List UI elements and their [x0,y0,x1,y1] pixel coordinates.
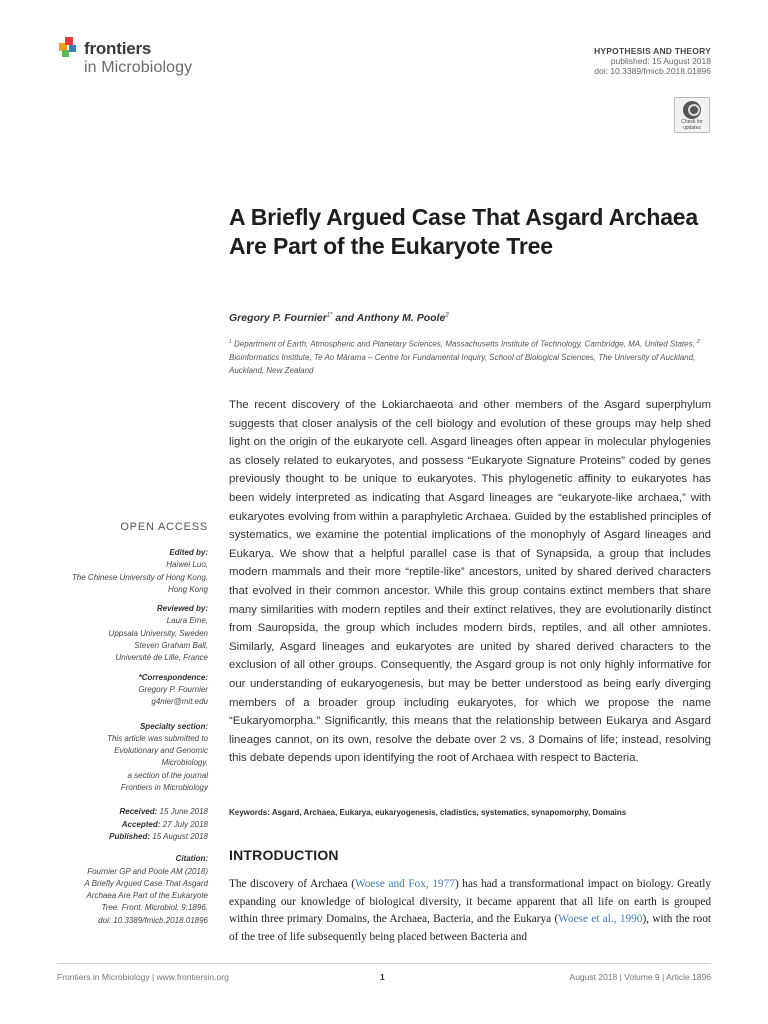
email-link[interactable]: g4nier@mit.edu [151,697,208,707]
abstract: The recent discovery of the Lokiarchaeota and other members of the Asgard superphylum suggests that closer analysis of the cell biology and evolution of these groups may help shed light on the origin of the eukaryote cell. Asgard lineages often appear in molecular phylogenies as closely related to eukaryotes, and possess “Eukaryote Signature Proteins” coded by genes previously thought to be unique to eukaryotes. This phylogenetic affinity to eukaryotes has been widely interpreted as indicating that Asgard lineages are “eukaryote-like archaea,” with eukaryotes evolving from within a paraphyletic Archaea. Guided by the established principles of systematics, we examine the potential implications of the monophyly of Asgard lineages and Eukarya. We show that a helpful parallel case is that of Synapsida, a group that includes modern mammals and their more “reptile-like” ancestors, united by shared derived characters that evolved in their common ancestor. While this group contains extinct members that share many similarities with modern reptiles and their extinct relatives, they are evolutionarily distinct from Sauropsida, the group which includes modern birds, reptiles, and all other amniotes. Similarly, Asgard lineages and eukaryotes are united by shared derived characters to the exclusion of all other groups. Consequently, the Asgard group is not only highly informative for our understanding of eukaryogenesis, but may be better understood as being early diverging members of a broader group including eukaryotes, for which we propose the name “Eukaryomorpha.” Significantly, this means that the relationship between Eukarya and Asgard lineages cannot, on its own, resolve the debate over 2 vs. 3 Domains of life; instead, resolving this debate depends upon identifying the root of Archaea with respect to Bacteria. [229,399,711,765]
journal-brand: frontiers [84,39,152,58]
author-affil-mark: 2 [445,312,449,319]
correspondence: *Correspondence: Gregory P. Fournier g4nier@mit.edu [40,672,208,709]
section-heading: INTRODUCTION [229,847,339,863]
reviewed-by: Reviewed by: Laura Eme, Uppsala University, Sweden Steven Graham Ball, Université de Lille, France [108,604,208,663]
footer-issue: August 2018 | Volume 9 | Article 1896 [569,972,711,982]
article-dates: Received: 15 June 2018 Accepted: 27 July 2018 Published: 15 August 2018 [109,807,208,841]
published-date: published: 15 August 2018 [610,56,711,66]
article-title: A Briefly Argued Case That Asgard Archaea Are Part of the Eukaryote Tree [229,204,698,259]
citation-block: Citation: Fournier GP and Poole AM (2018) A Briefly Argued Case That Asgard Archaea Are Part of the Eukaryote Tree. Front. Microbiol. 9:1896. doi: 10.3389/fmicb.2018.01896 [84,854,208,925]
article-type: HYPOTHESIS AND THEORY [594,46,711,56]
citation-link[interactable]: Woese and Fox, 1977 [355,878,455,890]
check-label: Check for updates [681,119,703,131]
author-list [229,312,449,324]
edited-by: Edited by: Haiwei Luo, The Chinese University of Hong Kong, Hong Kong [71,548,208,594]
page-number: 1 [380,972,385,982]
sidebar-info [40,547,208,934]
journal-name: in Microbiology [84,59,193,76]
citation-link[interactable]: Woese et al., 1990 [558,913,643,926]
keywords: Keywords: Asgard, Archaea, Eukarya, eukaryogenesis, cladistics, systematics, synapomorphy, Domains [229,808,627,817]
specialty-section: Specialty section: This article was submitted to Evolutionary and Genomic Microbiology, a section of the journal Frontiers in Microbiology [107,721,208,793]
journal-logo [57,33,227,83]
footer-journal[interactable]: Frontiers in Microbiology | www.frontiersin.org [57,972,229,982]
bookmark-icon [683,101,701,119]
footer-divider [57,963,711,964]
intro-paragraph: The discovery of Archaea (Woese and Fox, 1977) has had a transformational impact on biology. Greatly expanding our knowledge of biological diversity, it became apparent that all life on earth is grouped within three primary Domains, the Archaea, Bacteria, and the Eukarya (Woese et al., 1990), with the root of the tree of life subsequently being placed between Bacteria and [229,878,712,943]
author-affil-mark: 1* [326,312,333,319]
article-meta [594,46,711,76]
author-separator: and [332,312,357,324]
article-doi[interactable]: doi: 10.3389/fmicb.2018.01896 [594,66,711,76]
author-name[interactable]: Gregory P. Fournier [229,312,327,324]
frontiers-logo-icon [57,35,81,59]
check-for-updates-button[interactable] [674,97,710,133]
open-access-label: OPEN ACCESS [120,521,208,533]
author-name[interactable]: Anthony M. Poole [356,312,446,324]
affiliations: $^1$ Department of Earth, Atmospheric and Planetary Sciences, Massachusetts Institute of Technology, Cambridge, MA, United States, $^2$ Bioinformatics Institute, Te Ao Mārama – Centre for Fundamental Inquiry, School of Biological Sciences, The University of Auckland, Auckland, New Zealand [229,339,700,375]
